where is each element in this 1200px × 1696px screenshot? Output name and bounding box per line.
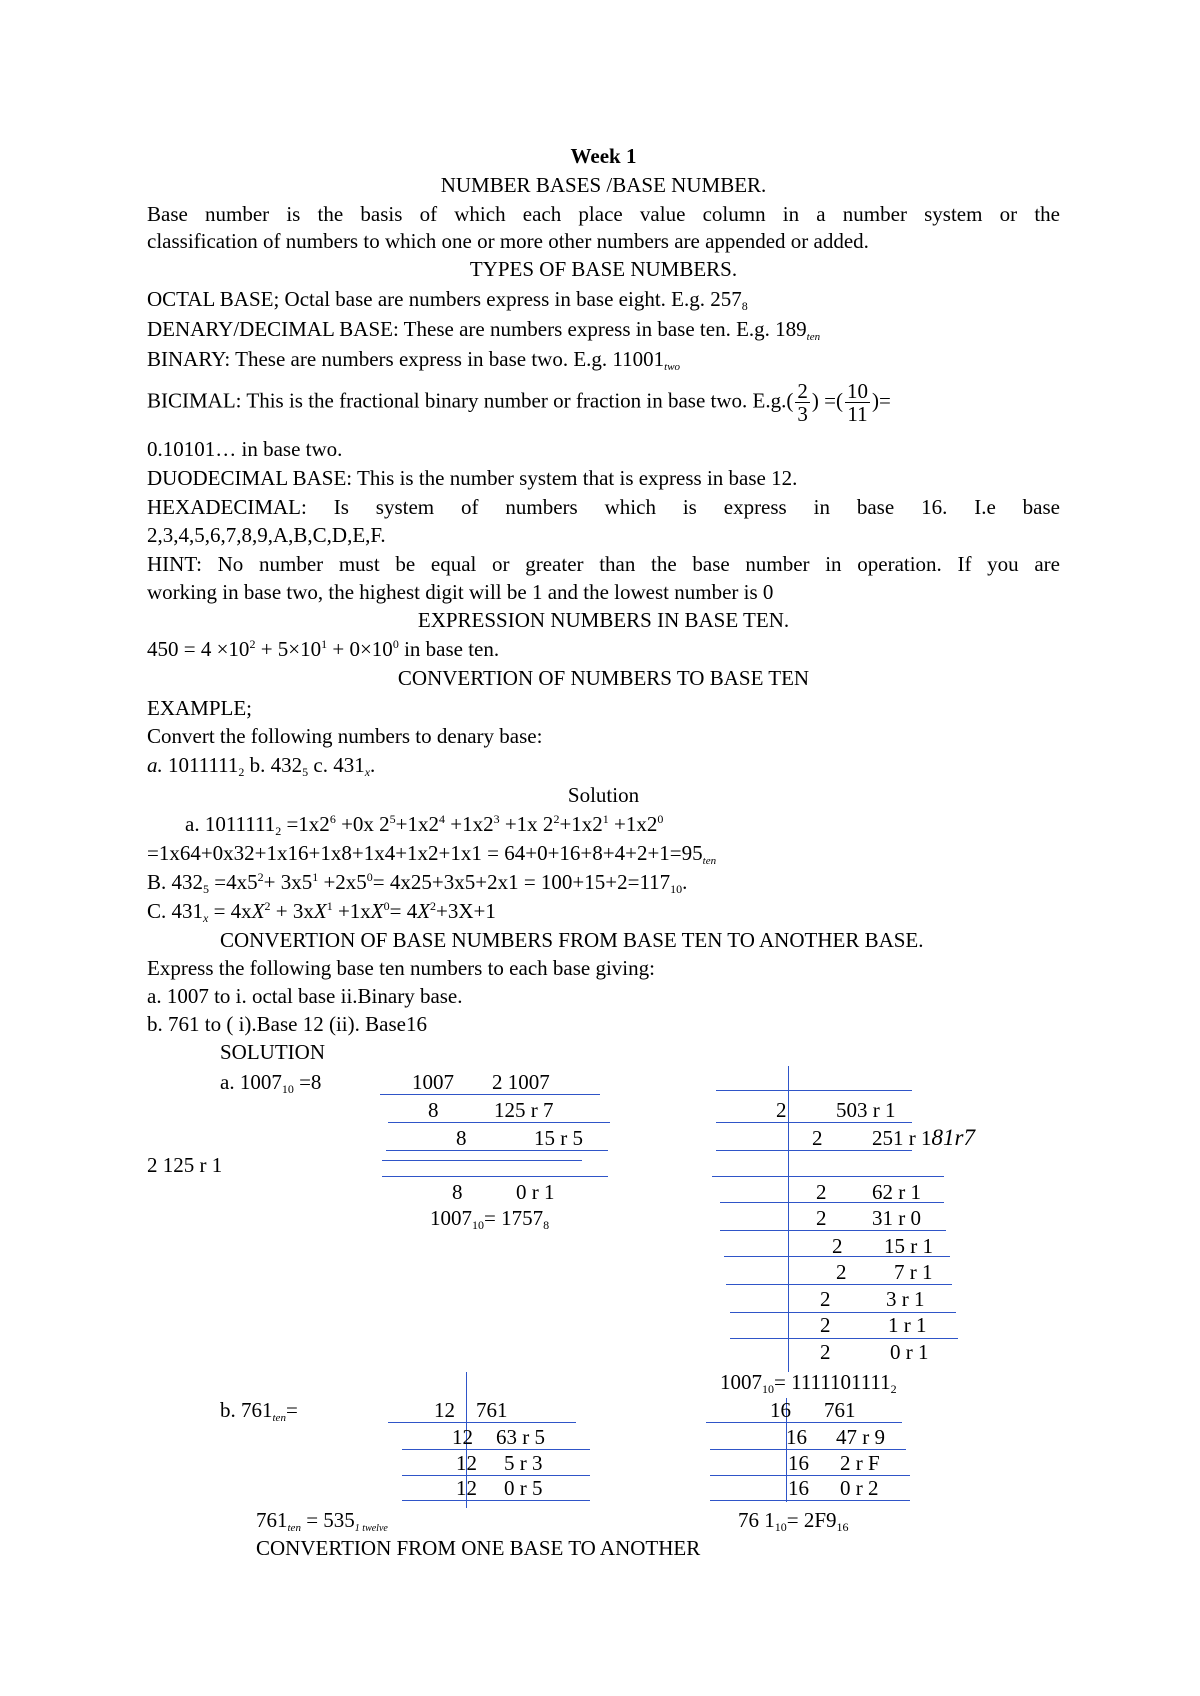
base16-quotient: 761 — [824, 1398, 856, 1422]
division-rule — [710, 1449, 906, 1450]
octal-row-value: 8 — [428, 1098, 439, 1122]
division-rule — [402, 1449, 590, 1450]
division-rule — [402, 1500, 590, 1501]
division-rule — [716, 1122, 912, 1123]
octal-lead: a. $1007_{10} =8$ — [220, 1070, 322, 1096]
division-rule — [706, 1422, 902, 1423]
binary-quotient: 31 r 0 — [872, 1206, 921, 1230]
base16-quotient: 2 r F — [840, 1451, 880, 1475]
binary-divisor: 2 — [816, 1206, 827, 1230]
stray-note: 2 125 r 1 — [147, 1153, 223, 1177]
base16-quotient: 47 r 9 — [836, 1425, 885, 1449]
division-rule — [388, 1422, 576, 1423]
hint-line-2: working in base two, the highest digit will be 1 and the lowest number is 0 — [147, 580, 774, 604]
main-heading: NUMBER BASES /BASE NUMBER. — [440, 173, 767, 197]
octal-row-value: 1007 — [412, 1070, 454, 1094]
page-title: Week 1 — [570, 144, 637, 168]
division-rule — [710, 1475, 910, 1476]
base16-result: 76 $1_{10}= 2F9_{16}$ — [738, 1508, 849, 1534]
octal-row-value: 8 — [452, 1180, 463, 1204]
binary-divisor: 2 — [820, 1287, 831, 1311]
base12-quotient: 63 r 5 — [496, 1425, 545, 1449]
division-rule — [712, 1176, 944, 1177]
one-to-another-heading: CONVERTION FROM ONE BASE TO ANOTHER — [256, 1536, 701, 1560]
solution-c: C. $431_x = 4xX^2 + 3xX^1 +1xX^0= 4X^2+3X+1$ — [147, 899, 496, 925]
solution2-label: SOLUTION — [220, 1040, 325, 1064]
conversion-other-heading: CONVERTION OF BASE NUMBERS FROM BASE TEN TO ANOTHER BASE. — [220, 928, 924, 952]
base12-quotient: 5 r 3 — [504, 1451, 543, 1475]
example-items: a. $1011111_2$ b. $432_5$ c. $431_x$. — [147, 753, 376, 779]
octal-result: $1007_{10}= 1757_8$ — [430, 1206, 550, 1232]
solution-a-line-2: =1x64+0x32+1x16+1x8+1x4+1x2+1x1 = 64+0+16+8+4+2+1=95ten — [147, 841, 717, 867]
express-instruction: Express the following base ten numbers to each base giving: — [147, 956, 655, 980]
binary-quotient: 1 r 1 — [888, 1313, 927, 1337]
task-a: a. 1007 to i. octal base ii.Binary base. — [147, 984, 463, 1008]
division-rule — [388, 1122, 610, 1123]
fraction-ten-elevenths: $\frac{10}{11}$ — [846, 379, 868, 426]
division-rule — [730, 1338, 958, 1339]
binary-quotient: 0 r 1 — [890, 1340, 929, 1364]
duodecimal-definition: DUODECIMAL BASE: This is the number system that is express in base 12. — [147, 466, 798, 490]
base16-divisor: 16 — [770, 1398, 791, 1422]
octal-row-value: 2 1007 — [492, 1070, 550, 1094]
binary-result: $1007_{10}= 1111101111_2$ — [720, 1370, 897, 1396]
solution-b: B. $432_5 =4x5^2+ 3x5^1 +2x5^0= 4x25+3x5+2x1 = 100+15+2=117_{10}$. — [147, 870, 688, 896]
expression-heading: EXPRESSION NUMBERS IN BASE TEN. — [417, 608, 790, 632]
binary-divisor: 2 — [812, 1126, 823, 1150]
binary-quotient: 15 r 1 — [884, 1234, 933, 1258]
task-b: b. 761 to ( i).Base 12 (ii). Base16 — [147, 1012, 427, 1036]
base12-quotient: 0 r 5 — [504, 1476, 543, 1500]
binary-quotient: 251 r 181r7 — [872, 1125, 975, 1150]
binary-quotient: 503 r 1 — [836, 1098, 896, 1122]
hexadecimal-line-1: HEXADECIMAL: Is system of numbers which is express in base 16. I.e base — [147, 495, 1060, 519]
expression-formula: $450 = 4 \times 10^2 + 5\times 10^1 + 0\times 10^0$ in base ten. — [147, 637, 500, 661]
types-heading: TYPES OF BASE NUMBERS. — [469, 257, 738, 281]
division-rule — [726, 1284, 952, 1285]
solution-label: Solution — [567, 783, 640, 807]
division-rule — [716, 1150, 912, 1151]
binary-divisor: 2 — [820, 1313, 831, 1337]
division-rule — [720, 1230, 946, 1231]
example-label: EXAMPLE; — [147, 696, 252, 720]
division-vertical-rule — [788, 1066, 789, 1372]
solution-a-line-1: a. $1011111_2 =1x2^6 +0x$ $2^5+1x2^4 +1x2^3 +1x$ $2^2+1x2^1 +1x2^0$ — [185, 812, 664, 838]
denary-definition: DENARY/DECIMAL BASE: These are numbers express in base ten. E.g. 189ten — [147, 317, 821, 343]
octal-row-value: 0 r 1 — [516, 1180, 555, 1204]
bicimal-definition: BICIMAL: This is the fractional binary number or fraction in base two. E.g.( $\frac{2}{3}$ ) =( $\frac{10}{11}$ )= — [147, 379, 891, 426]
binary-divisor: 2 — [816, 1180, 827, 1204]
octal-row-value: 15 r 5 — [534, 1126, 583, 1150]
division-rule — [382, 1176, 608, 1177]
base12-divisor: 12 — [456, 1476, 477, 1500]
division-rule — [720, 1202, 944, 1203]
binary-quotient: 62 r 1 — [872, 1180, 921, 1204]
base16-divisor: 16 — [788, 1451, 809, 1475]
example-instruction: Convert the following numbers to denary base: — [147, 724, 543, 748]
base12-divisor: 12 — [456, 1451, 477, 1475]
bicimal-value: 0.10101… in base two. — [147, 437, 343, 461]
octal-definition: OCTAL BASE; Octal base are numbers express in base eight. E.g. $257_8$ — [147, 287, 748, 313]
hint-line-1: HINT: No number must be equal or greater than the base number in operation. If you are — [147, 552, 1060, 576]
division-rule — [724, 1256, 950, 1257]
binary-divisor: 2 — [836, 1260, 847, 1284]
hexadecimal-line-2: 2,3,4,5,6,7,8,9,A,B,C,D,E,F. — [147, 523, 386, 547]
base12-result: 761ten = 5351 twelve — [256, 1508, 388, 1534]
binary-quotient: 7 r 1 — [894, 1260, 933, 1284]
binary-divisor: 2 — [776, 1098, 787, 1122]
division-rule — [382, 1160, 582, 1161]
division-rule — [380, 1094, 600, 1095]
base16-quotient: 0 r 2 — [840, 1476, 879, 1500]
base16-divisor: 16 — [786, 1425, 807, 1449]
binary-quotient: 3 r 1 — [886, 1287, 925, 1311]
base12-lead: b. 761ten= — [220, 1398, 298, 1424]
division-rule — [402, 1475, 590, 1476]
base12-quotient: 761 — [476, 1398, 508, 1422]
octal-row-value: 8 — [456, 1126, 467, 1150]
division-rule — [710, 1500, 910, 1501]
binary-definition: BINARY: These are numbers express in base two. E.g. 11001two — [147, 347, 681, 373]
division-rule — [716, 1090, 912, 1091]
octal-row-value: 125 r 7 — [494, 1098, 554, 1122]
base12-divisor: 12 — [434, 1398, 455, 1422]
base12-divisor: 12 — [452, 1425, 473, 1449]
base16-divisor: 16 — [788, 1476, 809, 1500]
binary-divisor: 2 — [832, 1234, 843, 1258]
definition-line-2: classification of numbers to which one or more other numbers are appended or added. — [147, 229, 869, 253]
binary-divisor: 2 — [820, 1340, 831, 1364]
conversion-ten-heading: CONVERTION OF NUMBERS TO BASE TEN — [397, 666, 810, 690]
division-rule — [386, 1150, 608, 1151]
fraction-two-thirds: $\frac{2}{3}$ — [797, 379, 808, 426]
definition-line-1: Base number is the basis of which each place value column in a number system or the — [147, 202, 1060, 226]
